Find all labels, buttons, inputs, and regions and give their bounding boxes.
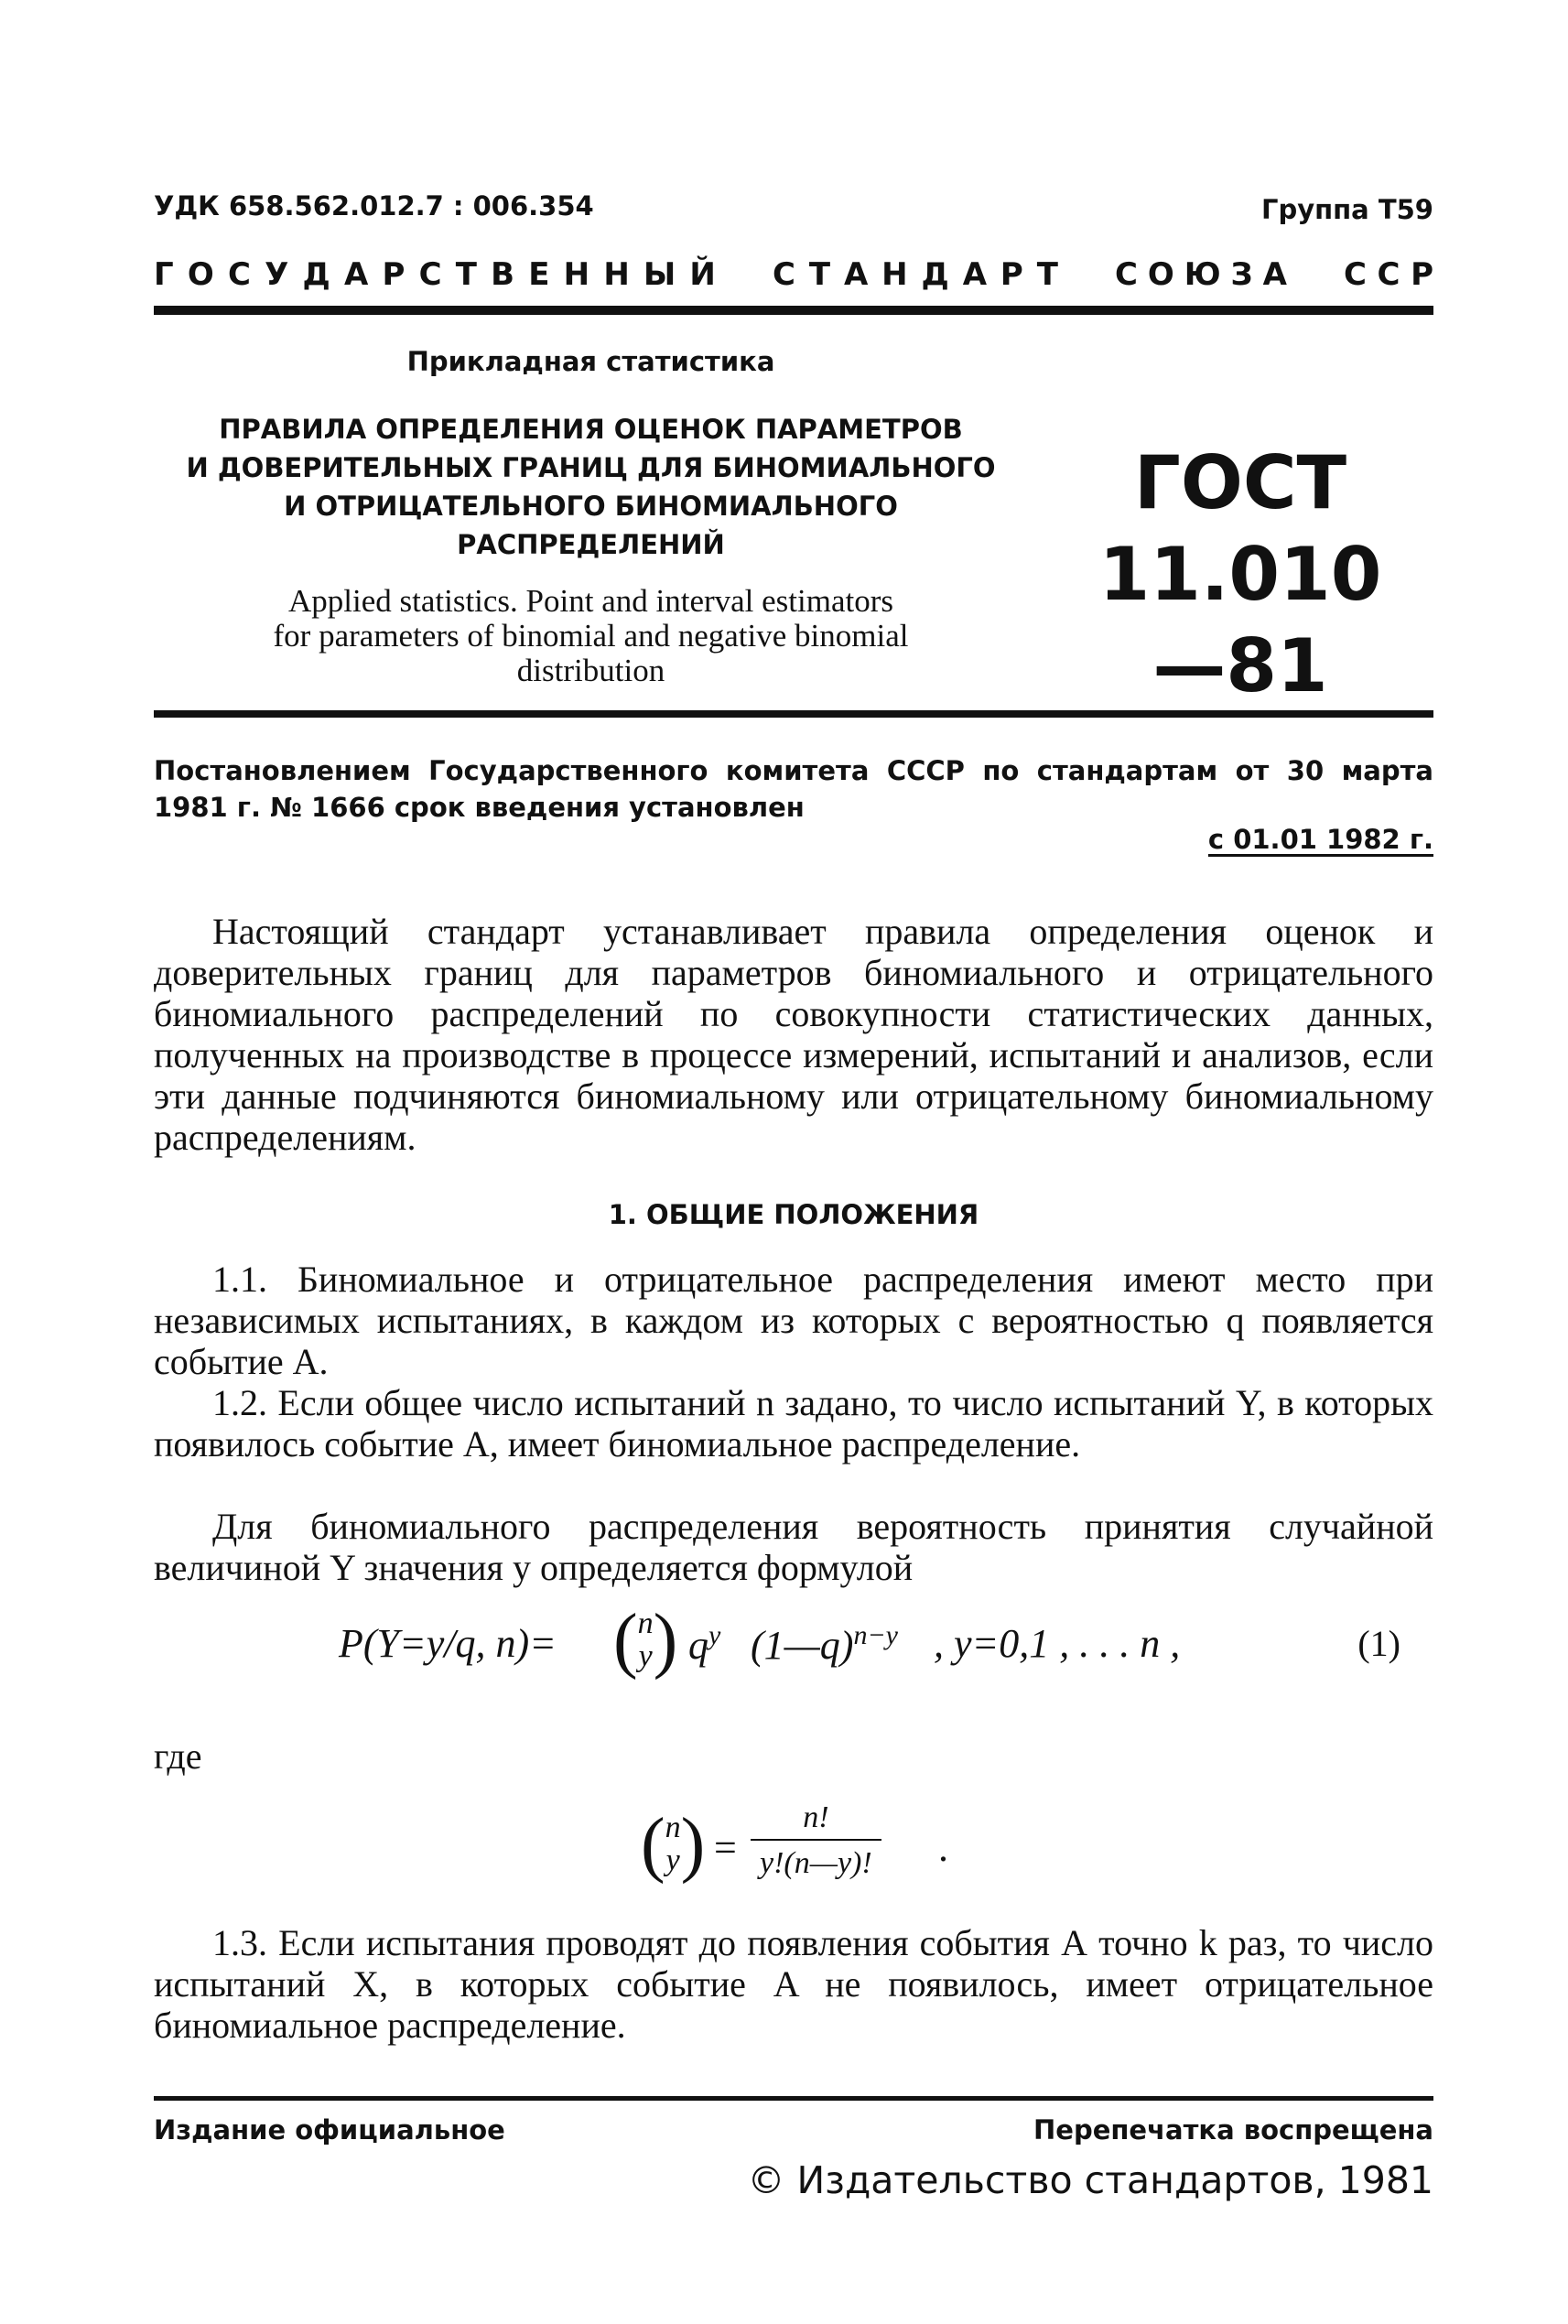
russian-title-line: ПРАВИЛА ОПРЕДЕЛЕНИЯ ОЦЕНОК ПАРАМЕТРОВ [219,414,963,445]
gost-designation [1080,438,1400,712]
publisher-copyright: © Издательство стандартов, 1981 [747,2158,1433,2202]
banner-word: С О Ю З А [1115,256,1287,293]
right-paren: ) [680,1804,706,1885]
fraction-numerator: n! [803,1800,829,1834]
mid-exponent: n−y [853,1620,898,1650]
russian-title-line: И ДОВЕРИТЕЛЬНЫХ ГРАНИЦ ДЛЯ БИНОМИАЛЬНОГО [186,452,996,483]
russian-title-line: РАСПРЕДЕЛЕНИЙ [457,529,725,560]
intro-paragraph: Настоящий стандарт устанавливает правила определения оценок и доверительных границ для параметров биномиального и отрицательного биномиального распределений по совокупности статистических данных, полученных на производстве в процессе измерений, испытаний и анализов, если эти данные подчиняются биномиальному или отрицательному биномиальному распределениям. [154,911,1433,1158]
russian-title-line: И ОТРИЦАТЕЛЬНОГО БИНОМИАЛЬНОГО [284,491,898,522]
left-paren: ( [613,1600,638,1681]
standard-banner [154,256,1433,293]
formula-2 [641,1799,1007,1899]
paragraph-1-1: 1.1. Биномиальное и отрицательное распределения имеют место при независимых испытаниях, в каждом из которых с вероятностью q появляется событие A. [154,1259,1433,1382]
binom-bottom: y [665,1843,680,1877]
gost-number: 11.010—81 [1098,532,1382,708]
formula-1-number: (1) [1357,1623,1400,1664]
formula-1-mid [751,1620,898,1669]
official-edition: Издание официальное [154,2114,505,2146]
paragraph-1-3: 1.3. Если испытания проводят до появления события А точно k раз, то число испытаний X, в которых событие A не появилось, имеет отрицательное биномиальное распределение. [154,1922,1433,2046]
paragraph-1-2: 1.2. Если общее число испытаний n задано, то число испытаний Y, в которых появилось событие A, имеет биномиальное распределение. [154,1382,1433,1465]
group-code: Группа Т59 [1260,194,1433,225]
banner-word: Г О С У Д А Р С Т В Е Н Н Ы Й [154,256,716,293]
right-paren: ) [653,1600,678,1681]
binom-bottom: y [638,1639,653,1673]
binom-top: n [665,1811,681,1844]
formula-1-q [688,1620,720,1669]
effective-date: с 01.01 1982 г. [1207,824,1433,855]
formula-1-lhs: P(Y=y/q, n)= [339,1621,557,1666]
title-block [154,346,1028,688]
q-exponent: y [708,1620,721,1650]
english-title [154,584,1028,688]
section-heading: 1. ОБЩИЕ ПОЛОЖЕНИЯ [608,1199,979,1230]
footer-rule [154,2096,1433,2101]
formula-1-binomial [613,1600,678,1681]
english-title-line: for parameters of binomial and negative binomial [273,618,909,654]
decree-text: Постановлением Государственного комитета СССР по стандартам от 30 марта 1981 г. № 1666 срок введения установлен [154,755,1433,823]
header-rule [154,306,1433,315]
english-title-line: Applied statistics. Point and interval estimators [287,583,894,619]
one-minus-q: (1—q) [751,1623,854,1668]
gost-label: ГОСТ [1133,440,1347,525]
udk-code: УДК 658.562.012.7 : 006.354 [154,190,594,222]
paragraph-formula-intro: Для биномиального распределения вероятность принятия случайной величиной Y значения y определяется формулой [154,1506,1433,1588]
fraction-denominator: y!(n—y)! [751,1839,881,1881]
formula-1 [339,1600,1428,1693]
subject-title: Прикладная статистика [406,346,775,377]
banner-word: С С Р [1344,256,1433,293]
title-rule [154,710,1433,718]
formula-2-end: . [938,1825,948,1870]
banner-word: С Т А Н Д А Р Т [773,256,1058,293]
english-title-line: distribution [516,653,665,688]
formula-2-binomial [641,1804,706,1885]
q-symbol: q [688,1623,708,1668]
where-word: где [154,1735,202,1777]
formula-2-equals: = [714,1825,737,1870]
formula-1-rhs: , y=0,1 , . . . n , [934,1621,1181,1666]
formula-2-fraction [751,1800,881,1881]
binom-top: n [637,1606,654,1640]
reprint-notice: Перепечатка воспрещена [1033,2114,1433,2146]
left-paren: ( [641,1804,665,1885]
russian-title [154,410,1028,564]
